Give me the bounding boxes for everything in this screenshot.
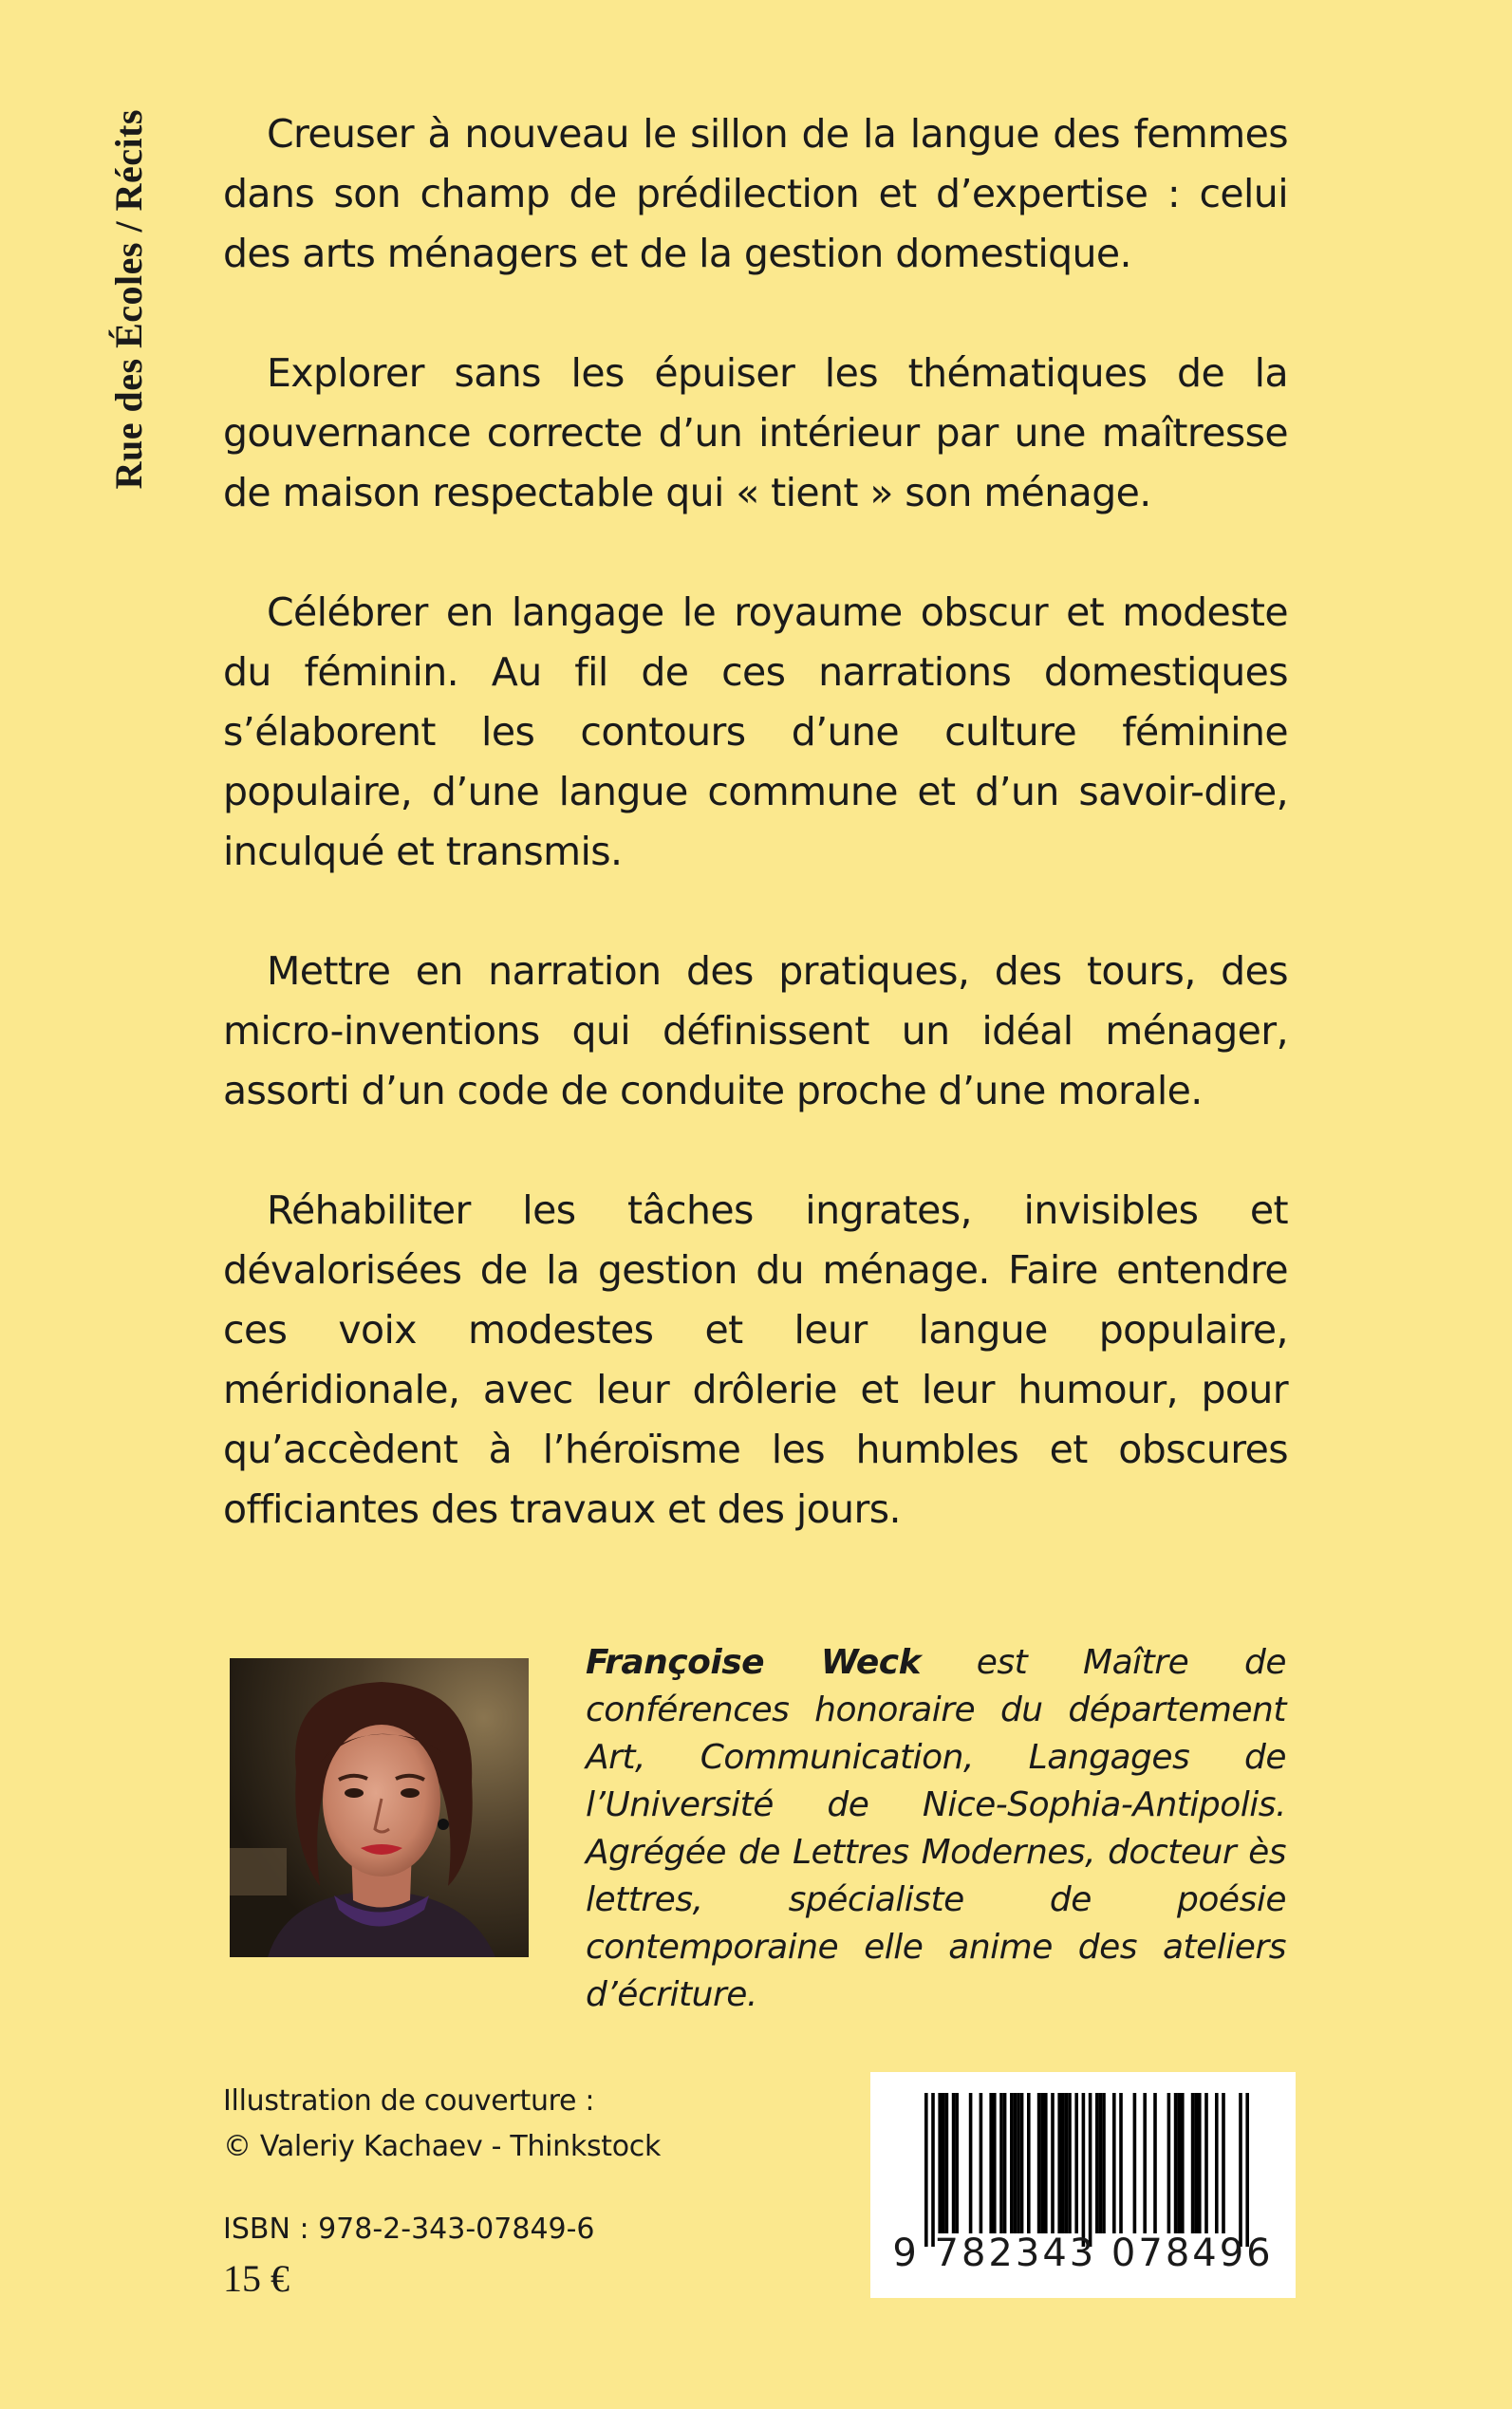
barcode-bar [942, 2093, 945, 2233]
barcode-bar [1102, 2093, 1106, 2233]
barcode-bar [1057, 2093, 1061, 2233]
barcode-bar [1112, 2093, 1116, 2233]
back-cover-blurb [223, 104, 1288, 1599]
author-bio [586, 1639, 1286, 2019]
barcode-bar [989, 2093, 993, 2233]
blurb-paragraph-1: Creuser à nouveau le sillon de la langue des femmes dans son champ de prédilection et d’expertise : celui des arts ménagers et de la gestion domestique. [223, 111, 1288, 276]
barcode-bar [952, 2093, 956, 2233]
barcode-digits: 9 782343 078496 [892, 2232, 1274, 2275]
credits-line-1: Illustration de couverture : [223, 2084, 595, 2118]
spine-label: Rue des Écoles / Récits [107, 109, 150, 490]
barcode-bar [1040, 2093, 1044, 2233]
barcode-bar [1177, 2093, 1181, 2233]
barcode-bar [1065, 2093, 1069, 2233]
barcode-bar [938, 2093, 942, 2233]
blurb-paragraph-4: Mettre en narration des pratiques, des tours, des micro-inventions qui définissent un idéal ménager, assorti d’un code de conduite proche d’une morale. [223, 948, 1288, 1113]
barcode-bar [1133, 2093, 1137, 2233]
barcode-bar [1204, 2093, 1208, 2233]
isbn: ISBN : 978-2-343-07849-6 [223, 2213, 595, 2246]
barcode-bar [1153, 2093, 1157, 2233]
barcode-bar [1215, 2093, 1219, 2233]
barcode-bar [1003, 2093, 1007, 2233]
barcode-bar [1010, 2093, 1014, 2233]
barcode-bar [1194, 2093, 1198, 2233]
barcode-bar [1167, 2093, 1171, 2233]
barcode-bar [1027, 2093, 1031, 2233]
barcode-bar [1099, 2093, 1103, 2233]
barcode-bar [1245, 2093, 1249, 2247]
barcode-bar [1074, 2093, 1078, 2233]
barcode-bar [993, 2093, 997, 2233]
price: 15 € [223, 2257, 289, 2300]
barcode-bar [969, 2093, 973, 2233]
blurb-paragraph-2: Explorer sans les épuiser les thématiques de la gouvernance correcte d’un intérieur par une maîtresse de maison respectable qui « tient » son ménage. [223, 350, 1288, 515]
barcode-bar [1239, 2093, 1242, 2247]
author-photo [230, 1658, 529, 1957]
author-name: Françoise Weck [586, 1643, 922, 1682]
barcode-bar [1082, 2093, 1086, 2247]
barcode-bar [1181, 2093, 1185, 2233]
barcode-bar [1014, 2093, 1017, 2233]
barcode-bar [1068, 2093, 1072, 2233]
barcode-bar [1017, 2093, 1020, 2233]
barcode-bar [945, 2093, 949, 2233]
barcode-bar [1061, 2093, 1065, 2233]
author-bio-text: est Maître de conférences honoraire du département Art, Communication, Langages de l’Université de Nice-Sophia-Antipolis. Agrégée de Lettres Modernes, docteur ès lettres, spécialiste de poésie contemporaine elle anime des ateliers d’écriture. [586, 1643, 1286, 2014]
barcode-bar [1198, 2093, 1202, 2233]
cover-credits [223, 2079, 661, 2170]
barcode-bar [1051, 2093, 1055, 2233]
barcode-bar [1174, 2093, 1178, 2233]
barcode-bar [1119, 2093, 1123, 2233]
barcode-bar [931, 2093, 935, 2247]
barcode-bar [1037, 2093, 1041, 2233]
barcode-bar [999, 2093, 1003, 2233]
barcode-bar [980, 2093, 983, 2233]
credits-line-2: © Valeriy Kachaev - Thinkstock [223, 2130, 662, 2163]
barcode-bar [1020, 2093, 1024, 2233]
barcode-bar [1089, 2093, 1092, 2247]
blurb-paragraph-3: Célébrer en langage le royaume obscur et modeste du féminin. Au fil de ces narrations domestiques s’élaborent les contours d’une culture féminine populaire, d’une langue commune et d’un savoir-dire, inculqué et transmis. [223, 589, 1288, 874]
blurb-paragraph-5: Réhabiliter les tâches ingrates, invisibles et dévalorisées de la gestion du ménage. Faire entendre ces voix modestes et leur langue populaire, méridionale, avec leur drôlerie et leur humour, pour qu’accèdent à l’héroïsme les humbles et obscures officiantes des travaux et des jours. [223, 1187, 1288, 1532]
barcode-bar [1222, 2093, 1225, 2233]
barcode-bar [1191, 2093, 1195, 2233]
barcode-bar [955, 2093, 959, 2233]
barcode-bar [1143, 2093, 1147, 2233]
barcode-bar [924, 2093, 928, 2247]
barcode-bar [1095, 2093, 1099, 2233]
barcode-bar [1044, 2093, 1048, 2233]
barcode [870, 2072, 1296, 2298]
